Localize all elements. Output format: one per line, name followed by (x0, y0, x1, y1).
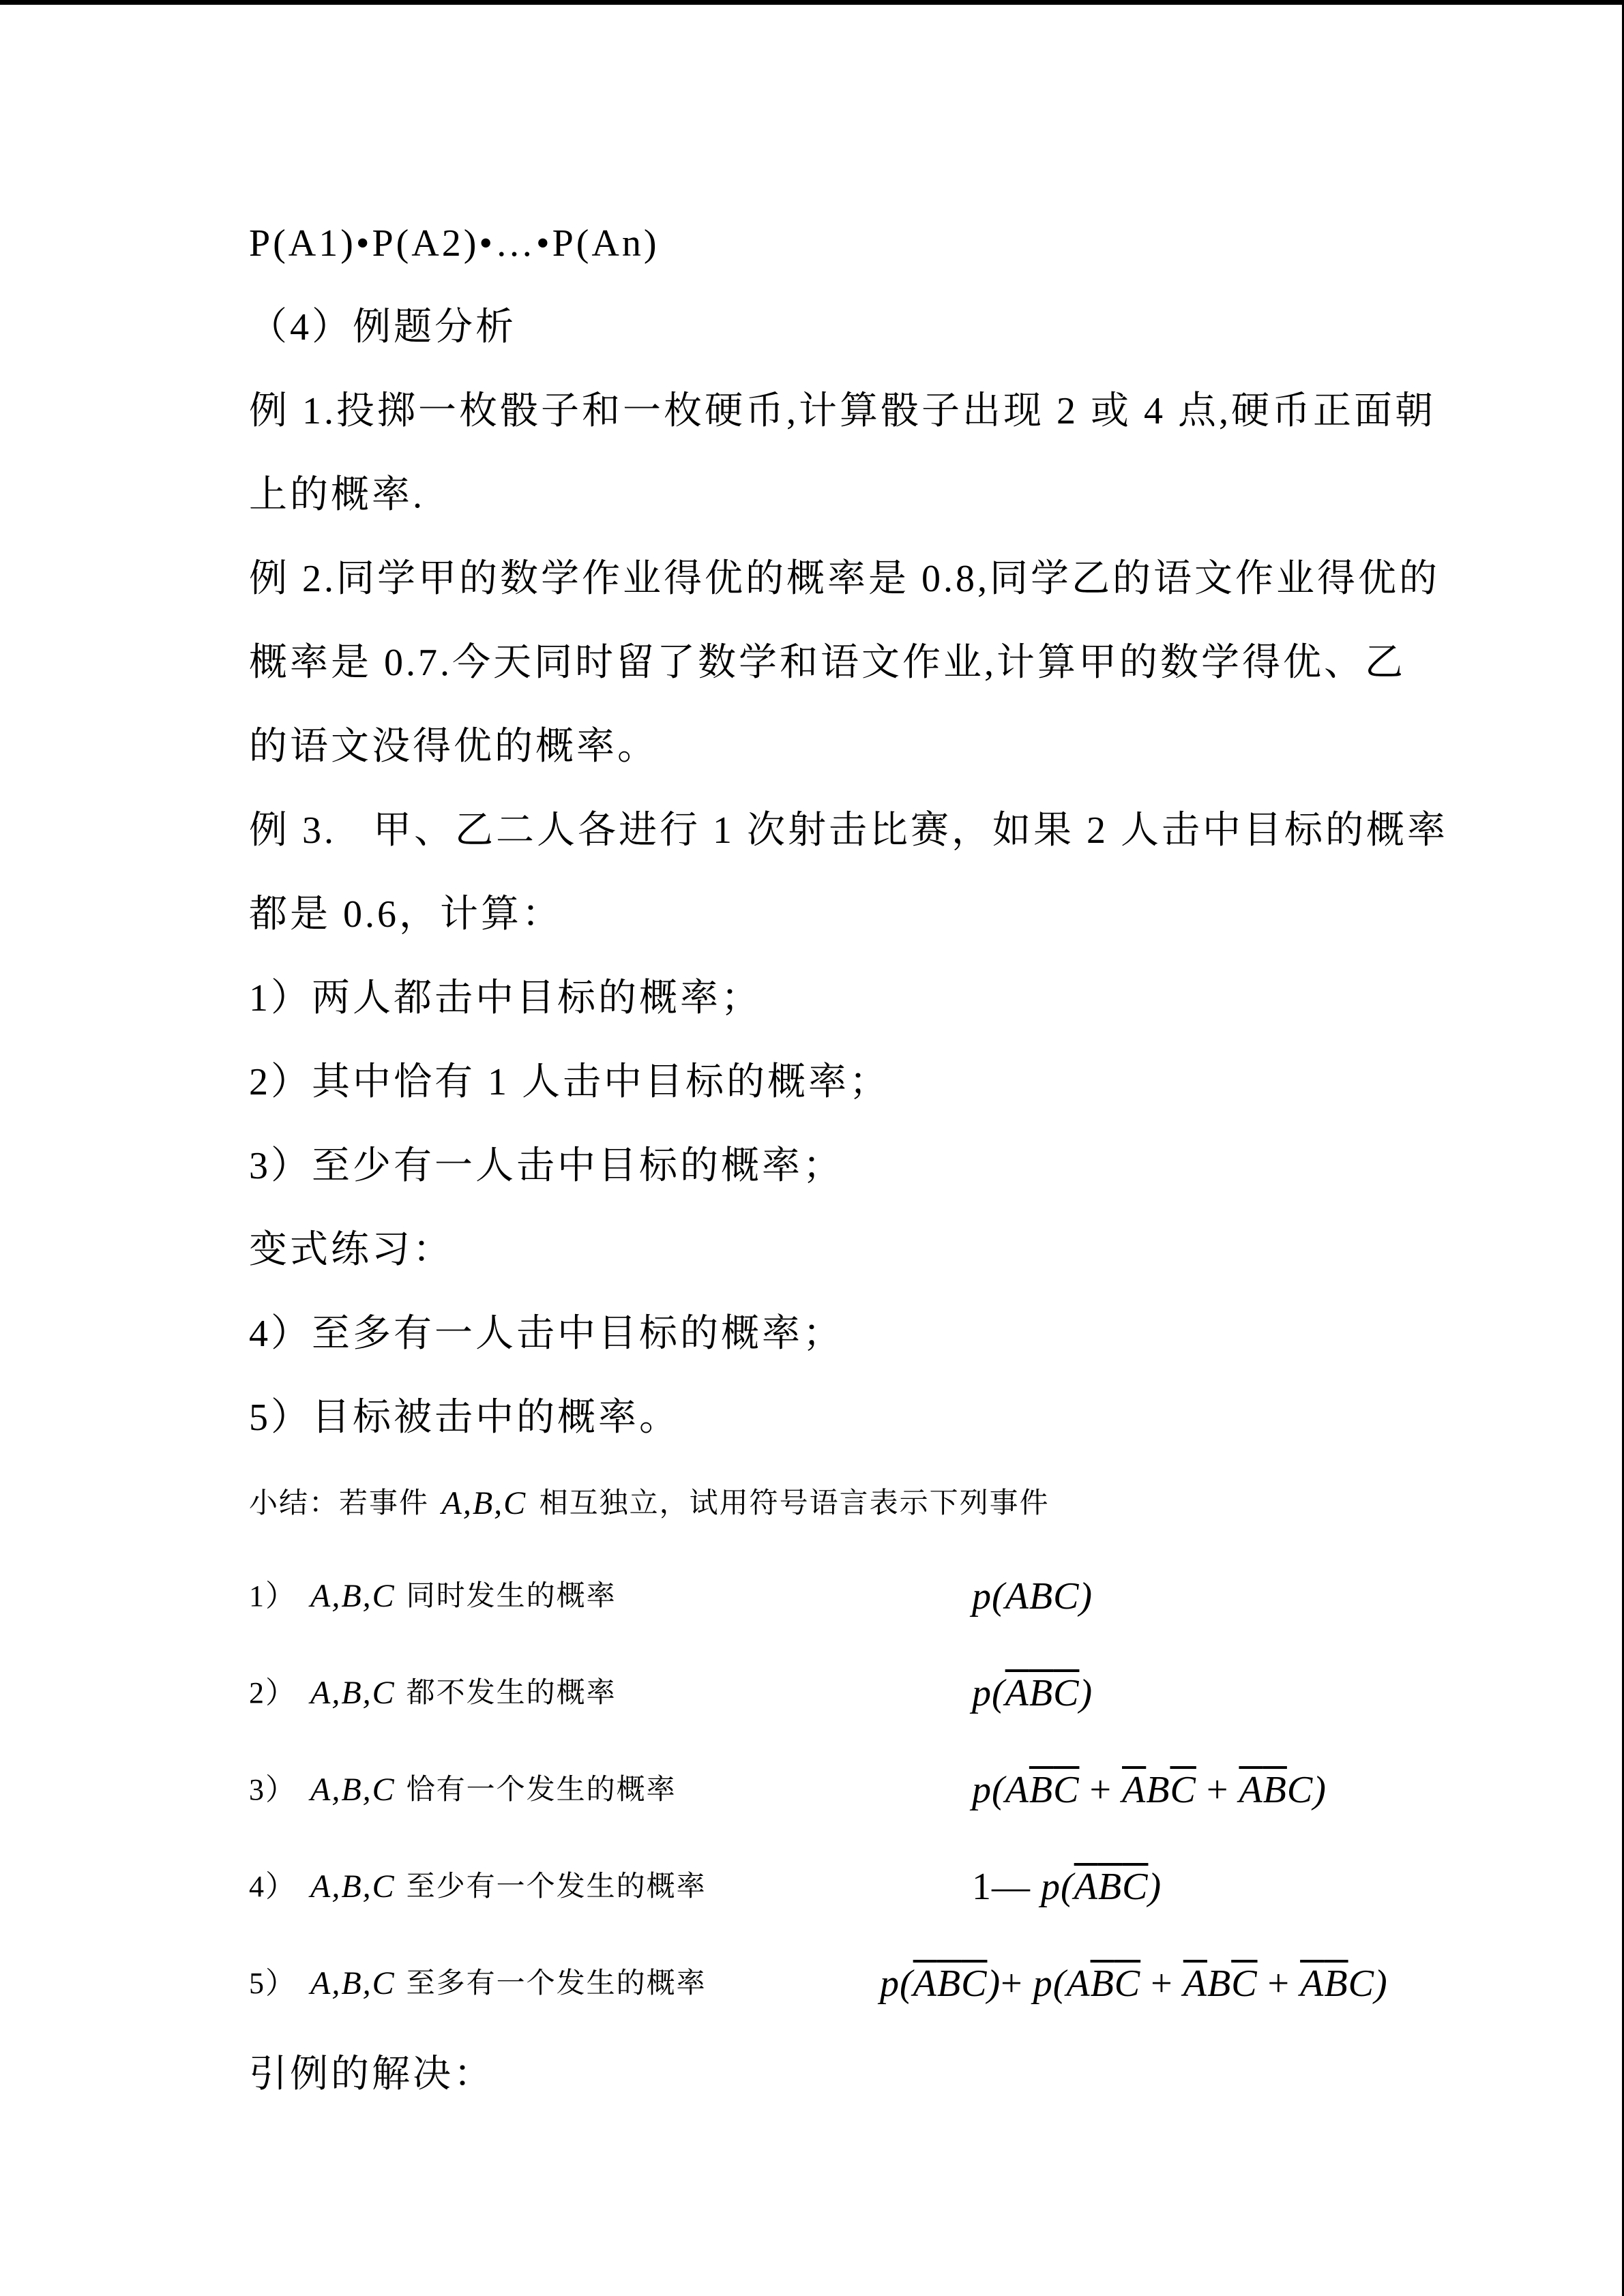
summary-intro-prefix: 小结：若事件 (249, 1488, 438, 1519)
line-text: 的语文没得优的概率。 (249, 725, 658, 768)
line-text: 例 3. 甲、乙二人各进行 1 次射击比赛，如果 2 人击中目标的概率 (249, 809, 1448, 852)
summary-row-5 (249, 1935, 1515, 2032)
line-text: 都是 0.6，计算： (249, 893, 563, 936)
question-3-line (249, 1124, 1515, 1208)
probability-formula: $p(\overline{A}\overline{B}\overline{C})$ (972, 1672, 1093, 1714)
example-1-line-2 (249, 453, 1515, 537)
row-events-math: A,B,C (310, 1772, 396, 1808)
product-formula-line (249, 201, 1515, 285)
probability-formula: $p(A\overline{B}\overline{C} + \overline{A}B\overline{C} + \overline{A}\overline{B}C)$ (972, 1769, 1327, 1811)
summary-intro-events-math: A,B,C (441, 1485, 527, 1521)
row-number: 2） (249, 1676, 297, 1710)
line-text: 5）目标被击中的概率。 (249, 1396, 680, 1439)
example-2-line-2 (249, 621, 1515, 704)
question-5-line (249, 1375, 1515, 1459)
line-text: （4）例题分析 (249, 305, 516, 348)
line-text: 例 1.投掷一枚骰子和一枚硬币,计算骰子出现 2 或 4 点,硬币正面朝 (249, 389, 1436, 432)
document-content (249, 201, 1515, 2116)
example-2-line-1 (249, 537, 1515, 621)
row-description: 至少有一个发生的概率 (406, 1871, 707, 1903)
row-description: 同时发生的概率 (406, 1581, 617, 1612)
section-4-heading (249, 285, 1515, 369)
question-2-line (249, 1040, 1515, 1124)
line-text: 上的概率. (249, 473, 425, 516)
row-events-math: A,B,C (310, 1965, 396, 2001)
line-text: 4）至多有一人击中目标的概率； (249, 1312, 844, 1355)
row-number: 5） (249, 1967, 297, 2000)
summary-row-2 (249, 1645, 1515, 1742)
row-events-math: A,B,C (310, 1675, 396, 1711)
line-text: 2）其中恰有 1 人击中目标的概率； (249, 1060, 890, 1103)
example-3-line-2 (249, 872, 1515, 956)
intro-example-solution-heading (249, 2032, 1515, 2116)
top-border-bar (0, 0, 1624, 5)
row-description: 都不发生的概率 (406, 1678, 617, 1709)
question-4-line (249, 1292, 1515, 1375)
line-text: 变式练习： (249, 1228, 454, 1271)
variation-practice-heading (249, 1208, 1515, 1292)
line-text: P(A1)•P(A2)•…•P(An) (249, 222, 660, 265)
line-text: 例 2.同学甲的数学作业得优的概率是 0.8,同学乙的语文作业得优的 (249, 557, 1440, 600)
probability-formula: $p(\overline{A}\overline{B}\overline{C})+ p(A\overline{B}\overline{C} + \overline{A}B\overline{C} + \overline{A}\overline{B}C)$ (880, 1963, 1388, 2005)
probability-formula: p(ABC) (972, 1575, 1093, 1617)
summary-intro-suffix: 相互独立，试用符号语言表示下列事件 (531, 1488, 1050, 1519)
row-number: 3） (249, 1773, 297, 1806)
line-text: 1）两人都击中目标的概率； (249, 976, 762, 1019)
row-number: 1） (249, 1579, 297, 1613)
summary-row-4 (249, 1838, 1515, 1935)
summary-intro-line (249, 1459, 1515, 1548)
row-events-math: A,B,C (310, 1578, 396, 1614)
row-description: 恰有一个发生的概率 (406, 1774, 677, 1806)
row-description: 至多有一个发生的概率 (406, 1968, 707, 1999)
summary-row-1 (249, 1548, 1515, 1645)
line-text: 概率是 0.7.今天同时留了数学和语文作业,计算甲的数学得优、乙 (249, 641, 1406, 684)
probability-formula: 1— $p(\overline{A}\overline{B}\overline{C})$ (972, 1866, 1162, 1908)
example-2-line-3 (249, 704, 1515, 788)
line-text: 引例的解决： (249, 2053, 494, 2096)
summary-row-3 (249, 1742, 1515, 1838)
row-number: 4） (249, 1870, 297, 1903)
line-text: 3）至少有一人击中目标的概率； (249, 1144, 844, 1187)
example-3-line-1 (249, 788, 1515, 872)
question-1-line (249, 956, 1515, 1040)
row-events-math: A,B,C (310, 1868, 396, 1905)
example-1-line-1 (249, 369, 1515, 453)
